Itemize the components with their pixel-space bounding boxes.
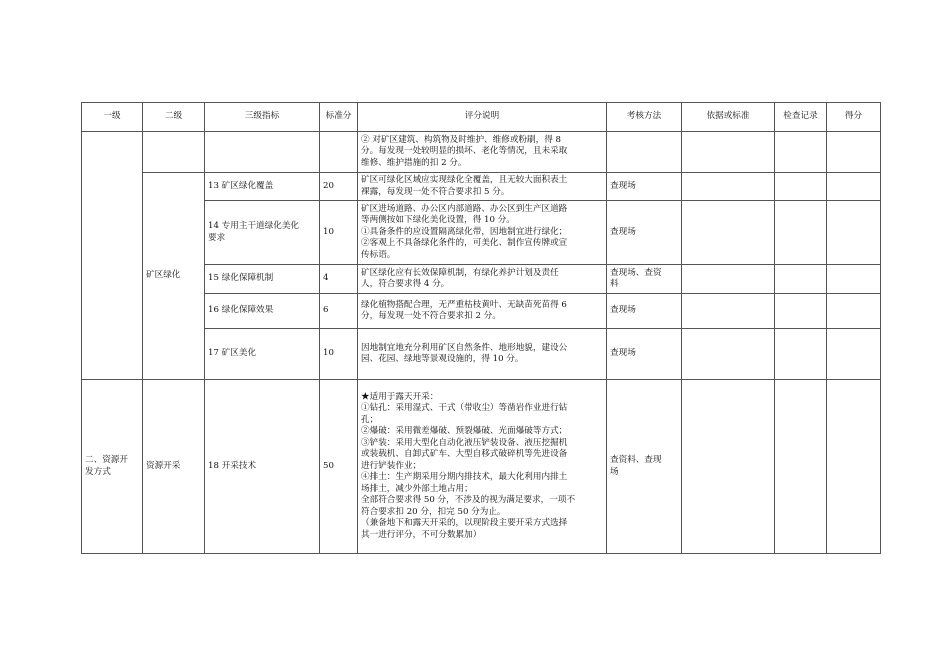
header-assessment-method: 考核方法: [607, 103, 682, 132]
basis-cell: [682, 329, 775, 380]
table-header-row: [82, 103, 881, 132]
standard-score-cell: 50: [320, 380, 358, 554]
score-cell: [827, 132, 881, 173]
standard-score-cell: 10: [320, 329, 358, 380]
standard-score-cell: 6: [320, 294, 358, 329]
header-level3: 三级指标: [205, 103, 320, 132]
description-cell: 矿区可绿化区域应实现绿化全覆盖，且无较大面积表土 裸露，每发现一处不符合要求扣 5 分。: [358, 173, 607, 201]
header-basis-standard: 依据或标准: [682, 103, 775, 132]
standard-score-cell: [320, 132, 358, 173]
level2-group-cell: 矿区绿化: [143, 173, 205, 380]
header-standard-score: 标准分: [320, 103, 358, 132]
level2-cell: 资源开采: [143, 380, 205, 554]
method-cell: 查现场、查资 料: [607, 265, 682, 294]
level3-cell: 17 矿区美化: [205, 329, 320, 380]
record-cell: [775, 380, 827, 554]
header-level2: 二级: [143, 103, 205, 132]
basis-cell: [682, 173, 775, 201]
description-cell: 矿区进场道路、办公区内部道路、办公区到生产区道路 等两侧按如下绿化美化设置，得 10 分。 ①具备条件的应设置隔离绿化带，因地制宜进行绿化； ②客观上不具备绿化条件的，可美化、制作宣传牌或宣 传标语。: [358, 201, 607, 265]
basis-cell: [682, 294, 775, 329]
level3-cell: 14 专用主干道绿化美化 要求: [205, 201, 320, 265]
standard-score-cell: 4: [320, 265, 358, 294]
record-cell: [775, 201, 827, 265]
header-level1: 一级: [82, 103, 143, 132]
record-cell: [775, 265, 827, 294]
header-inspection-record: 检查记录: [775, 103, 827, 132]
record-cell: [775, 329, 827, 380]
method-cell: 查现场: [607, 329, 682, 380]
basis-cell: [682, 380, 775, 554]
table-row: [82, 173, 881, 201]
description-cell: ★适用于露天开采： ①钻孔：采用湿式、干式（带收尘）等凿岩作业进行钻 孔； ②爆破：采用微差爆破、预裂爆破、光面爆破等方式； ③铲装：采用大型化自动化液压铲装设备、液压挖掘机 或装载机、自卸式矿车、大型自移式破碎机等先进设备 进行铲装作业； ④排土：生产期采用分期内排技术，最大化利用内排土 场排土，减少外部土地占用； 全部符合要求得 50 分，不涉及的视为满足要求，一项不 符合要求扣 20 分，扣完 50 分为止。 （兼备地下和露天开采的，以现阶段主要开采方式选择 其一进行评分，不可分数累加）: [358, 380, 607, 554]
basis-cell: [682, 201, 775, 265]
level3-cell: 13 矿区绿化覆盖: [205, 173, 320, 201]
method-cell: 查现场: [607, 201, 682, 265]
score-cell: [827, 173, 881, 201]
description-cell: 绿化植物搭配合理，无严重枯枝黄叶、无缺苗死苗得 6 分，每发现一处不符合要求扣 2 分。: [358, 294, 607, 329]
level3-cell: 15 绿化保障机制: [205, 265, 320, 294]
level1-cell: 二、资源开 发方式: [82, 380, 143, 554]
method-cell: 查现场: [607, 294, 682, 329]
method-cell: 查资料、查现 场: [607, 380, 682, 554]
description-cell: ② 对矿区建筑、构筑物及时维护、维修或粉刷，得 8 分。每发现一处较明显的损坏、老化等情况，且未采取 维修、维护措施的扣 2 分。: [358, 132, 607, 173]
record-cell: [775, 294, 827, 329]
basis-cell: [682, 265, 775, 294]
record-cell: [775, 132, 827, 173]
score-cell: [827, 201, 881, 265]
scoring-table: [81, 102, 881, 554]
standard-score-cell: 10: [320, 201, 358, 265]
table-row: [82, 132, 881, 173]
description-cell: 因地制宜地充分利用矿区自然条件、地形地貌，建设公 园、花园、绿地等景观设施的，得 10 分。: [358, 329, 607, 380]
header-score: 得分: [827, 103, 881, 132]
record-cell: [775, 173, 827, 201]
score-cell: [827, 329, 881, 380]
score-cell: [827, 380, 881, 554]
level3-cell: 18 开采技术: [205, 380, 320, 554]
score-cell: [827, 265, 881, 294]
score-cell: [827, 294, 881, 329]
level3-cell: [205, 132, 320, 173]
level1-cell: [82, 132, 143, 380]
standard-score-cell: 20: [320, 173, 358, 201]
level2-cell: [143, 132, 205, 173]
header-scoring-description: 评分说明: [358, 103, 607, 132]
method-cell: [607, 132, 682, 173]
method-cell: 查现场: [607, 173, 682, 201]
basis-cell: [682, 132, 775, 173]
description-cell: 矿区绿化应有长效保障机制，有绿化养护计划及责任 人，符合要求得 4 分。: [358, 265, 607, 294]
level3-cell: 16 绿化保障效果: [205, 294, 320, 329]
table-row: [82, 380, 881, 554]
